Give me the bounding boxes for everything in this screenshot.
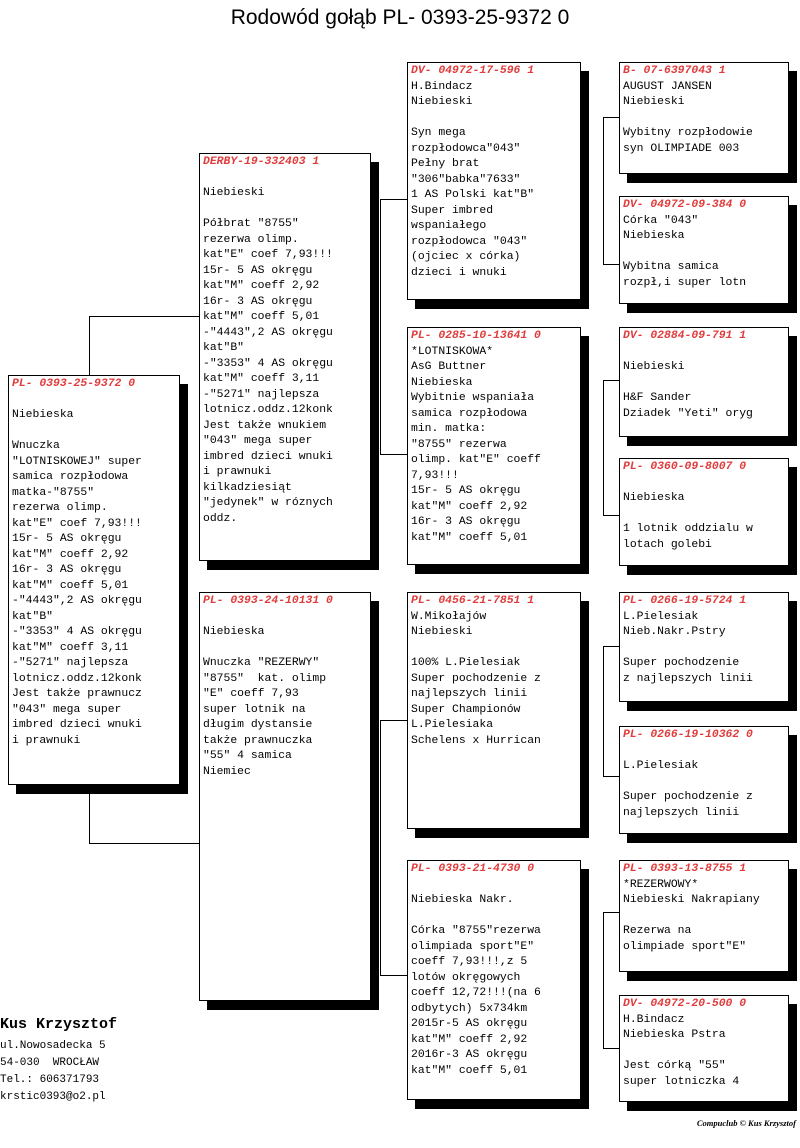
pigeon-description: L.Pielesiak Nieb.Nakr.Pstry Super pochodzenie z najlepszych linii [623,610,753,685]
ring-number: PL- 0360-09-8007 0 [623,461,747,473]
connector-line [380,720,381,975]
pigeon-description: Córka "043" Niebieska Wybitna samica rozpł,i super lotn [623,214,747,289]
ring-number: PL- 0285-10-13641 0 [411,330,541,342]
pigeon-card-fm [407,327,581,565]
owner-info [0,1015,117,1106]
ring-number: DV- 04972-20-500 0 [623,998,747,1010]
connector-line [380,199,408,200]
ring-number: DV- 02884-09-791 1 [623,330,747,342]
connector-line [603,264,620,265]
pigeon-description: H.Bindacz Niebieski Syn mega rozpłodowca"043" Pełny brat "306"babka"7633" 1 AS Polski kat"B" Super imbred wspaniałego rozpłodowca "043" (ojciec x córka) dzieci i wnuki [411,80,535,279]
pigeon-description: Niebieska Wnuczka "REZERWY" "8755" kat. olimp "E" coeff 7,93 super lotnik na długim dystansie także prawnuczka "55" 4 samica Niemiec [203,626,327,778]
ring-number: PL- 0266-19-10362 0 [623,729,753,741]
connector-line [603,776,620,777]
connector-line [603,380,620,381]
connector-line [89,316,200,317]
pigeon-description: Niebieska 1 lotnik oddzialu w lotach golebi [623,492,753,551]
pigeon-card-mff [619,592,789,702]
pigeon-card-father [199,153,371,561]
pigeon-card-mm [407,860,581,1100]
connector-line [380,720,408,721]
connector-line [380,454,408,455]
ring-number: PL- 0393-13-8755 1 [623,863,747,875]
pigeon-card-fff [619,62,789,174]
pigeon-card-ff [407,62,581,300]
page-title: Rodowód gołąb PL- 0393-25-9372 0 [230,6,570,29]
pigeon-description: *REZERWOWY* Niebieski Nakrapiany Rezerwa na olimpiade sport"E" [623,878,760,953]
pigeon-description: Niebieski Półbrat "8755" rezerwa olimp. kat"E" coef 7,93!!! 15r- 5 AS okręgu kat"M" coeff 2,92 16r- 3 AS okręgu kat"M" coeff 5,01 -"4443",2 AS okręgu kat"B" -"3353" 4 AS okręgu kat"M" coeff 3,11 -"5271" najlepsza lotnicz.oddz.12konk Jest także wnukiem "043" mega super imbred dzieci wnuki i prawnuki kilkadziesiąt "jedynek" w róznych oddz. [203,187,333,525]
ring-number: B- 07-6397043 1 [623,65,726,77]
ring-number: PL- 0393-21-4730 0 [411,863,535,875]
connector-line [89,784,90,844]
pigeon-card-mother [199,592,371,1001]
pigeon-card-mfm [619,726,789,834]
ring-number: DV- 04972-17-596 1 [411,65,535,77]
pigeon-description: AUGUST JANSEN Niebieski Wybitny rozpłodowie syn OLIMPIADE 003 [623,80,753,155]
pigeon-description: Niebieska Nakr. Córka "8755"rezerwa olimpiada sport"E" coeff 7,93!!!,z 5 lotów okręgowych coeff 12,72!!!(na 6 odbytych) 5x734km 2015r-5 AS okręgu kat"M" coeff 2,92 2016r-3 AS okręgu kat"M" coeff 5,01 [411,894,541,1077]
ring-number: PL- 0456-21-7851 1 [411,595,535,607]
pigeon-card-mf [407,592,581,829]
ring-number: DV- 04972-09-384 0 [623,199,747,211]
pigeon-card-fmm [619,458,789,566]
pigeon-card-mmf [619,860,789,972]
pigeon-card-mmm [619,995,789,1102]
pigeon-description: *LOTNISKOWA* AsG Buttner Niebieska Wybitnie wspaniała samica rozpłodowa min. matka: "8755" rezerwa olimp. kat"E" coeff 7,93!!! 15r- 5 AS okręgu kat"M" coeff 2,92 16r- 3 AS okręgu kat"M" coeff 5,01 [411,345,541,544]
connector-line [603,912,604,1048]
connector-line [89,843,200,844]
connector-line [603,912,620,913]
pigeon-description: W.Mikołajów Niebieski 100% L.Pielesiak Super pochodzenie z najlepszych linii Super Championów L.Pielesiaka Schelens x Hurrican [411,610,541,747]
connector-line [380,199,381,454]
pigeon-description: Niebieski H&F Sander Dziadek "Yeti" oryg [623,361,753,420]
connector-line [603,515,620,516]
connector-line [380,975,408,976]
owner-name: Kus Krzysztof [0,1016,118,1033]
connector-line [603,646,620,647]
pigeon-description: L.Pielesiak Super pochodzenie z najlepszych linii [623,760,753,819]
connector-line [89,316,90,376]
pigeon-card-fmf [619,327,789,437]
ring-number: PL- 0266-19-5724 1 [623,595,747,607]
connector-line [603,117,604,264]
ring-number: PL- 0393-25-9372 0 [12,378,136,390]
connector-line [603,380,604,515]
connector-line [603,117,620,118]
pigeon-description: Niebieska Wnuczka "LOTNISKOWEJ" super samica rozpłodowa matka-"8755" rezerwa olimp. kat"E" coef 7,93!!! 15r- 5 AS okręgu kat"M" coeff 2,92 16r- 3 AS okręgu kat"M" coeff 5,01 -"4443",2 AS okręgu kat"B" -"3353" 4 AS okręgu kat"M" coeff 3,11 -"5271" najlepsza lotnicz.oddz.12konk Jest także prawnucz "043" mega super imbred dzieci wnuki i prawnuki [12,409,142,747]
ring-number: DERBY-19-332403 1 [203,156,320,168]
connector-line [603,646,604,776]
owner-address: ul.Nowosadecka 5 54-030 WROCŁAW Tel.: 606371793 krstic0393@o2.pl [0,1040,106,1103]
pigeon-card-subject [8,375,180,785]
ring-number: PL- 0393-24-10131 0 [203,595,333,607]
connector-line [603,1048,620,1049]
pigeon-description: H.Bindacz Niebieska Pstra Jest córką "55" super lotniczka 4 [623,1013,740,1088]
footer-credit: Compuclub © Kus Krzysztof [696,1118,796,1128]
pigeon-card-ffm [619,196,789,304]
